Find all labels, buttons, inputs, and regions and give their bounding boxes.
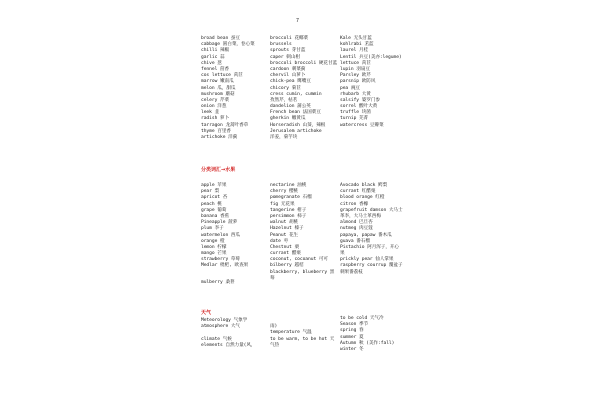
vocab-entry: apple 苹果 — [201, 183, 227, 188]
page-number: 7 — [296, 18, 300, 24]
vocab-entry: Avocado black 鳄梨 — [340, 183, 388, 188]
vocab-entry: 孜然芹，枯茗 — [270, 97, 298, 103]
vocab-entry: spring 春 — [340, 328, 364, 334]
vocab-entry: thyme 百里香 — [201, 128, 231, 134]
vocab-entry: rhubarb 大黄 — [340, 91, 371, 97]
vocab-entry: currant 醋栗 — [270, 251, 301, 257]
vocab-entry: pea 豌豆 — [340, 85, 360, 91]
vocab-entry: Pineapple 菠萝 — [201, 220, 238, 226]
vocab-entry: apricot 杏 — [201, 195, 228, 201]
fruits-column-1 — [201, 183, 248, 286]
fruits-heading: 分类词汇→水果 — [201, 167, 236, 173]
vocab-entry: Lentil 兵豆(美亦:legume) — [340, 54, 402, 60]
vocab-entry: currant 红醋栗 — [340, 189, 376, 195]
vocab-entry: Kale 无头甘蓝 — [340, 36, 372, 41]
vegetables-column-1 — [201, 36, 255, 141]
vocab-entry: dandelion 蒲公英 — [270, 104, 311, 110]
vocab-entry: 气热 — [270, 342, 280, 348]
vocab-entry: chive 葱 — [201, 60, 222, 66]
vocab-entry: lupin 羽扇豆 — [340, 66, 370, 72]
vocab-entry: chervil 山萝卜 — [270, 73, 306, 79]
vocab-entry: blood orange 红橙 — [340, 195, 385, 201]
vocab-entry: fig 无花果 — [270, 201, 295, 207]
vocab-entry: grape 葡萄 — [201, 207, 227, 213]
vocab-entry: citron 香橼 — [340, 201, 369, 207]
vocab-entry: turnip 芜菁 — [340, 116, 369, 122]
vocab-entry: melon 瓜，甜瓜 — [201, 85, 236, 91]
vocab-entry: Jerusalem artichoke — [270, 128, 322, 134]
vocab-entry: raspberry courrup 覆盆子 — [340, 263, 403, 269]
vocab-entry: plum 李子 — [201, 226, 224, 232]
vocab-entry: guava 番石榴 — [340, 238, 370, 244]
vocab-entry: chick-pea 鹰嘴豆 — [270, 79, 311, 85]
vocab-entry: 莓 — [270, 275, 275, 281]
vocab-entry: brussels — [270, 42, 292, 48]
vocab-entry: nectarine 油桃 — [270, 183, 307, 188]
vocab-entry: coconut, cocoanut 可可 — [270, 257, 328, 263]
vocab-entry: Season 季节 — [340, 322, 369, 328]
vocab-entry: garlic 蒜 — [201, 54, 225, 60]
vocab-entry: chicory 菊苣 — [270, 85, 301, 91]
vocab-entry — [201, 270, 248, 280]
vocab-entry: almond 巴旦杏 — [340, 220, 373, 226]
vocab-entry: broccoli 花椰菜 — [270, 36, 309, 41]
vocab-entry: peach 桃 — [201, 201, 222, 207]
vocab-entry: Peanut 花生 — [270, 232, 299, 238]
vocab-entry: mango 芒果 — [201, 251, 227, 257]
vocab-entry: Hazelnut 榛子 — [270, 226, 304, 232]
vegetables-column-2 — [270, 36, 337, 141]
vocab-entry: celery 芹菜 — [201, 97, 230, 103]
vocab-entry: mushroom 蘑菇 — [201, 91, 235, 97]
vegetables-column-3 — [340, 36, 402, 129]
vocab-entry: bilberry 越桔 — [270, 263, 304, 269]
vocab-entry: elements 自然力量(风， — [201, 342, 256, 348]
vocab-entry: fennel 茴香 — [201, 66, 230, 72]
vocab-entry: cardoon 刺菜蓟 — [270, 66, 306, 72]
vocab-entry: caper 刺山柑 — [270, 54, 300, 60]
weather-column-1 — [201, 312, 255, 349]
weather-column-3 — [340, 316, 394, 353]
vocab-entry: Medlar 枇杷, 欧查果 — [201, 263, 249, 269]
vocab-entry: papaya, papaw 番木瓜 — [340, 232, 392, 238]
vocab-entry: cherry 樱桃 — [270, 189, 299, 195]
vocab-entry: cress cumin, cummin — [270, 91, 322, 97]
vocab-entry: 果 — [340, 251, 345, 257]
vocab-entry: blackberry, blueberry 黑 — [270, 269, 335, 275]
vocab-entry: prickly pear 仙人掌果 — [340, 257, 394, 263]
vocab-entry: French bean 法国菜豆 — [270, 110, 321, 116]
vocab-entry: atmosphere 大气 — [201, 324, 240, 330]
vocab-entry: tarragon 龙蒿叶香草 — [201, 122, 249, 128]
vocab-entry: to be cold 天气冷 — [340, 316, 384, 321]
vocab-entry: laurel 月桂 — [340, 48, 369, 54]
vocab-entry: orange 橙 — [201, 238, 225, 244]
vocab-entry: banana 香蕉 — [201, 213, 230, 219]
vocab-entry: gherkin 嫩黄瓜 — [270, 116, 306, 122]
vocab-entry: nutmeg 肉豆蔻 — [340, 226, 373, 232]
vocab-entry: 雨) — [270, 324, 278, 330]
vocab-entry: broad bean 蚕豆 — [201, 36, 240, 41]
vocab-entry: broccoli broccoli 硬花甘蓝 — [270, 60, 338, 66]
vocab-entry: Pistachio 阿月浑子，开心 — [340, 244, 399, 250]
vocab-entry: walnut 胡桃 — [270, 220, 299, 226]
vocab-entry: Chestnut 栗 — [270, 244, 299, 250]
vocab-entry: persimmon 柿子 — [270, 213, 307, 219]
vocab-entry: kohlrabi 苤蓝 — [340, 42, 374, 48]
vocab-entry: winter 冬 — [340, 346, 364, 352]
vocab-entry: climate 气候 — [201, 336, 232, 342]
vocab-entry: sorrel 酸叶大黄 — [340, 104, 378, 110]
vocab-entry: summer 夏 — [340, 334, 364, 340]
vocab-entry: lemon 柠檬 — [201, 244, 227, 250]
vocab-entry: tangerine 柑子 — [270, 207, 307, 213]
weather-column-2 — [270, 318, 334, 349]
vocab-entry: 洋姜，菊芋块 — [270, 135, 298, 140]
vocab-entry: Parsley 欧芹 — [340, 73, 371, 79]
vocab-entry: Meteorology 气象学 — [201, 318, 248, 324]
vocab-entry: artichoke 洋蓟 — [201, 135, 238, 140]
vocab-entry: watercress 豆瓣菜 — [340, 122, 384, 128]
vocab-entry: salsify 婆罗门参 — [340, 97, 380, 103]
vocab-entry: to be warm, to be hot 天 — [270, 336, 335, 342]
vocab-entry: lettuce 莴苣 — [340, 60, 371, 66]
weather-heading: 天气 — [201, 310, 212, 316]
vocab-entry: Horseradish 山葵，辣根 — [270, 122, 326, 128]
vocab-entry: 革李，大马士革西梅 — [340, 213, 381, 219]
vocab-entry: cos lettuce 莴苣 — [201, 73, 243, 79]
vocab-entry: date 枣 — [270, 238, 289, 244]
vocab-entry: cabbage 圆白菜，卷心菜 — [201, 42, 255, 48]
fruits-column-3 — [340, 183, 403, 276]
vocab-entry: pear 梨 — [201, 189, 220, 195]
vocab-entry: grapefruit damson 大马士 — [340, 207, 403, 213]
vocab-entry: onion 洋葱 — [201, 104, 227, 110]
vocab-entry: pomegranate 石榴 — [270, 195, 312, 201]
vocab-entry: watermelon 西瓜 — [201, 232, 240, 238]
vocab-entry: Autumn 秋 (美作:fall) — [340, 340, 395, 346]
vocab-entry: marrow 嫩南瓜 — [201, 79, 234, 85]
vocab-entry: radish 萝卜 — [201, 116, 230, 122]
vocab-entry: chilli 辣椒 — [201, 48, 230, 54]
fruits-column-2 — [270, 183, 334, 282]
vocab-entry: truffle 块菌 — [340, 110, 371, 116]
vocab-entry: 刺果番荔枝 — [340, 269, 363, 275]
vocab-entry: sprouts 芽甘蓝 — [270, 48, 306, 54]
vocab-entry: parsnip 欧防风 — [340, 79, 376, 85]
vocab-entry: strawberry 草莓 — [201, 257, 240, 263]
vocab-entry: temperature 气温 — [270, 330, 312, 336]
vocab-entry: leek 韭 — [201, 110, 220, 116]
vocab-entry: mulberry 桑葚 — [201, 279, 235, 285]
